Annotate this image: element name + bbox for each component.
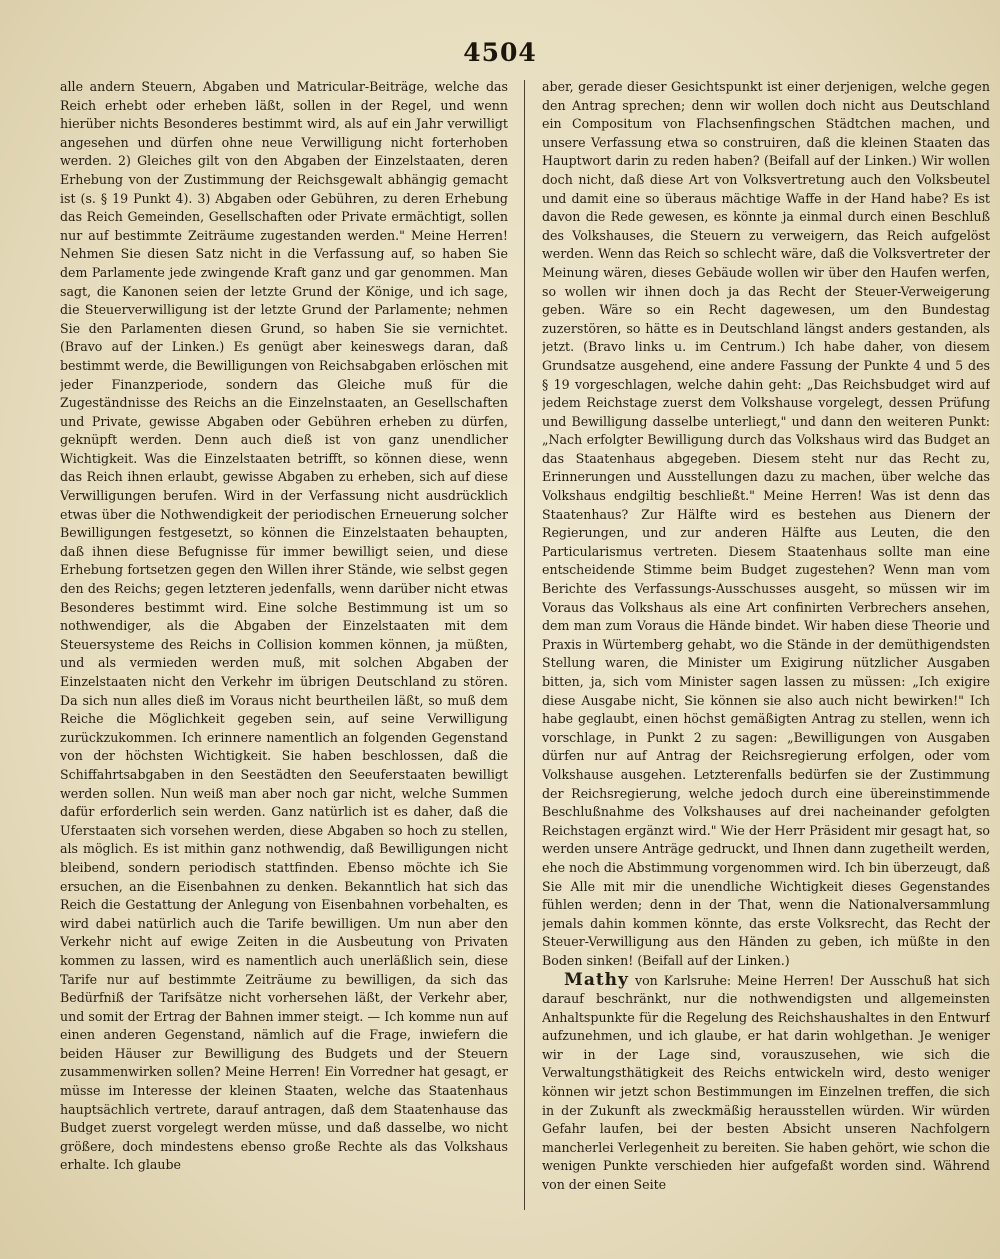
left-column bbox=[60, 78, 508, 1228]
left-column-text: alle andern Steuern, Abgaben und Matricular-Beiträge, welche das Reich erhebt oder erheben läßt, sollen in der Regel, und wenn hierüber nichts Besonderes bestimmt wird, als auf ein Jahr verwilligt angesehen und dürfen ohne neue Verwilligung nicht forterhoben werden. 2) Gleiches gilt von den Abgaben der Einzelstaaten, deren Erhebung von der Zustimmung der Reichsgewalt abhängig gemacht ist (s. § 19 Punkt 4). 3) Abgaben oder Gebühren, zu deren Erhebung das Reich Gemeinden, Gesellschaften oder Private ermächtigt, sollen nur auf bestimmte Zeiträume zugestanden werden." Meine Herren! Nehmen Sie diesen Satz nicht in die Verfassung auf, so haben Sie dem Parlamente jede zwingende Kraft ganz und gar genommen. Man sagt, die Kanonen seien der letzte Grund der Könige, und ich sage, die Steuerverwilligung ist der letzte Grund der Parlamente; nehmen Sie den Parlamenten diesen Grund, so haben Sie sie vernichtet. (Bravo auf der Linken.) Es genügt aber keineswegs daran, daß bestimmt werde, die Bewilligungen von Reichsabgaben erlöschen mit jeder Finanzperiode, sondern das Gleiche muß für die Zugeständnisse des Reichs an die Einzelnstaaten, an Gesellschaften und Private, gewisse Abgaben oder Gebühren erheben zu dürfen, geknüpft werden. Denn auch dieß ist von ganz unendlicher Wichtigkeit. Was die Einzelstaaten betrifft, so können diese, wenn das Reich ihnen erlaubt, gewisse Abgaben zu erheben, sich auf diese Verwilligungen berufen. Wird in der Verfassung nicht ausdrücklich etwas über die Nothwendigkeit der periodischen Erneuerung solcher Bewilligungen festgesetzt, so können die Einzelstaaten behaupten, daß ihnen diese Befugnisse für immer bewilligt seien, und diese Erhebung fortsetzen gegen den Willen ihrer Stände, wie selbst gegen den des Reichs; gegen letzteren jedenfalls, wenn darüber nicht etwas Besonderes bestimmt wird. Eine solche Bestimmung ist um so nothwendiger, als die Abgaben der Einzelstaaten mit dem Steuersysteme des Reichs in Collision kommen können, ja müßten, und als vermieden werden muß, mit solchen Abgaben der Einzelstaaten nicht den Verkehr im übrigen Deutschland zu stören. Da sich nun alles dieß im Voraus nicht beurtheilen läßt, so muß dem Reiche die Möglichkeit gegeben sein, auf seine Verwilligung zurückzukommen. Ich erinnere namentlich an folgenden Gegenstand von der höchsten Wichtigkeit. Sie haben beschlossen, daß die Schiffahrtsabgaben in den Seestädten den Seeuferstaaten bewilligt werden sollen. Nun weiß man aber noch gar nicht, welche Summen dafür erforderlich sein werden. Ganz natürlich ist es daher, daß die Uferstaaten sich vorsehen werden, diese Abgaben so hoch zu stellen, als möglich. Es ist mithin ganz nothwendig, daß Bewilligungen nicht bleibend, sondern periodisch stattfinden. Ebenso möchte ich Sie ersuchen, an die Eisenbahnen zu denken. Bekanntlich hat sich das Reich die Gestattung der Anlegung von Eisenbahnen vorbehalten, es wird dabei natürlich auch die Tarife bewilligen. Um nun aber den Verkehr nicht auf ewige Zeiten in die Ausbeutung von Privaten kommen zu lassen, wird es namentlich auch unerläßlich sein, diese Tarife nur auf bestimmte Zeiträume zu bewilligen, da sich das Bedürfniß der Tarifsätze nicht vorhersehen läßt, der Verkehr aber, und somit der Ertrag der Bahnen immer steigt. — Ich komme nun auf einen anderen Gegenstand, nämlich auf die Frage, inwiefern die beiden Häuser zur Bewilligung des Budgets und der Steuern zusammenwirken sollen? Meine Herren! Ein Vorredner hat gesagt, er müsse im Interesse der kleinen Staaten, welche das Staatenhaus hauptsächlich vertrete, darauf antragen, daß dem Staatenhause das Budget zuerst vorgelegt werden müsse, und daß dasselbe, wo nicht größere, doch mindestens ebenso große Rechte als das Volkshaus erhalte. Ich glaube bbox=[60, 79, 508, 1173]
speech-text: von Karlsruhe: Meine Herren! Der Ausschuß hat sich darauf beschränkt, nur die nothwendigsten und allgemeinsten Anhaltspunkte für die Regelung des Reichshaushaltes in den Entwurf aufzunehmen, und ich glaube, er hat darin wohlgethan. Je weniger wir in der Lage sind, vorauszusehen, wie sich die Verwaltungsthätigkeit des Reichs entwickeln wird, desto weniger können wir jetzt schon Bestimmungen im Einzelnen treffen, die sich in der Zukunft als zweckmäßig herausstellen würden. Wir würden Gefahr laufen, bei der besten Absicht unseren Nachfolgern mancherlei Verlegenheit zu bereiten. Sie haben gehört, wie schon die wenigen Punkte verschieden hier aufgefaßt worden sind. Während von der einen Seite bbox=[542, 972, 990, 1193]
page-number: 4504 bbox=[463, 38, 537, 67]
column-divider bbox=[524, 80, 525, 1210]
speaker-name: Mathy bbox=[564, 969, 629, 990]
right-column bbox=[542, 78, 990, 1228]
right-column-text: aber, gerade dieser Gesichtspunkt ist einer derjenigen, welche gegen den Antrag sprechen; denn wir wollen doch nicht aus Deutschland ein Compositum von Flachsenfingschen Städtchen machen, und unsere Verfassung etwa so construiren, daß die kleinen Staaten das Hauptwort darin zu reden haben? (Beifall auf der Linken.) Wir wollen doch nicht, daß diese Art von Volksvertretung auch den Volksbeutel und damit eine so überaus mächtige Waffe in der Hand habe? Es ist davon die Rede gewesen, es könnte ja einmal durch einen Beschluß des Volkshauses, die Steuern zu verweigern, das Reich aufgelöst werden. Wenn das Reich so schlecht wäre, daß die Volksvertreter der Meinung wären, dieses Gebäude wollen wir über den Haufen werfen, so wollen wir ihnen doch ja das Recht der Steuer-Verweigerung geben. Wäre so ein Recht dagewesen, um den Bundestag zuzerstören, so hätte es in Deutschland längst anders gestanden, als jetzt. (Bravo links u. im Centrum.) Ich habe daher, von diesem Grundsatze ausgehend, eine andere Fassung der Punkte 4 und 5 des § 19 vorgeschlagen, welche dahin geht: „Das Reichsbudget wird auf jedem Reichstage zuerst dem Volkshause vorgelegt, dessen Prüfung und Bewilligung dasselbe unterliegt," und dann den weiteren Punkt: „Nach erfolgter Bewilligung durch das Volkshaus wird das Budget an das Staatenhaus abgegeben. Diesem steht nur das Recht zu, Erinnerungen und Ausstellungen dazu zu machen, über welche das Volkshaus endgiltig beschließt." Meine Herren! Was ist denn das Staatenhaus? Zur Hälfte wird es bestehen aus Dienern der Regierungen, und zur anderen Hälfte aus Leuten, die den Particularismus vertreten. Diesem Staatenhaus sollte man eine entscheidende Stimme beim Budget zugestehen? Wenn man vom Berichte des Verfassungs-Ausschusses ausgeht, so müssen wir im Voraus das Volkshaus als eine Art confinirten Verbrechers ansehen, dem man zum Voraus die Hände bindet. Wir haben diese Theorie und Praxis in Würtemberg gehabt, wo die Stände in der demüthigendsten Stellung waren, die Minister um Exigirung nützlicher Ausgaben bitten, ja, sich vom Minister sagen lassen zu müssen: „Ich exigire diese Ausgabe nicht, Sie können sie also auch nicht bewirken!" Ich habe geglaubt, einen höchst gemäßigten Antrag zu stellen, wenn ich vorschlage, in Punkt 2 zu sagen: „Bewilligungen von Ausgaben dürfen nur auf Antrag der Reichsregierung erfolgen, oder vom Volkshause ausgehen. Letzterenfalls bedürfen sie der Zustimmung der Reichsregierung, welche jedoch durch eine übereinstimmende Beschlußnahme des Volkshauses auf drei nacheinander gefolgten Reichstagen ergänzt wird." Wie der Herr Präsident mir gesagt hat, so werden unsere Anträge gedruckt, und Ihnen dann zugetheilt werden, ehe noch die Abstimmung vorgenommen wird. Ich bin überzeugt, daß Sie Alle mit mir die unendliche Wichtigkeit dieses Gegenstandes fühlen werden; denn in der That, wenn die Nationalversammlung jemals dahin kommen könnte, das erste Volksrecht, das Recht der Steuer-Verwilligung aus den Händen zu geben, ich müßte in den Boden sinken! (Beifall auf der Linken.) bbox=[542, 79, 990, 968]
speaker-paragraph bbox=[542, 971, 990, 1195]
